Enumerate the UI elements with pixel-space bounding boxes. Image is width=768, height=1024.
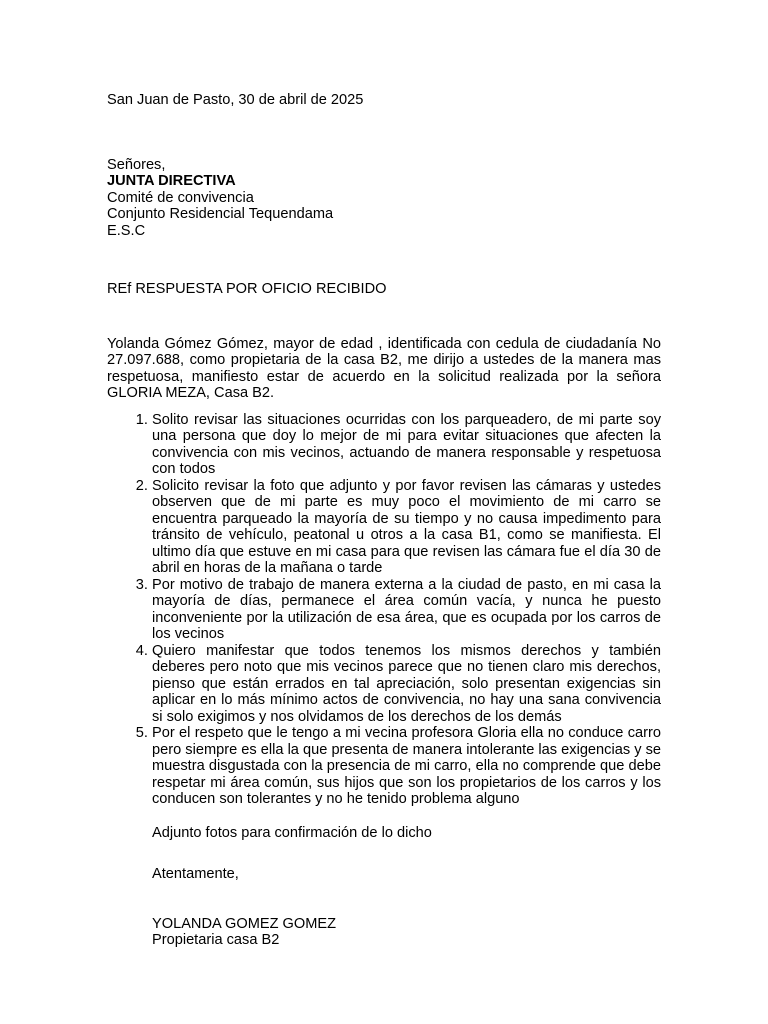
attachment-note: Adjunto fotos para confirmación de lo dicho [152,824,432,841]
reference-line: REf RESPUESTA POR OFICIO RECIBIDO [107,281,387,297]
list-item: 3. Por motivo de trabajo de manera externa a la ciudad de pasto, en mi casa la mayoría de días, permanece el área común vacía, y nunca he puesto inconveniente por la utilización de esa área, que es ocupada por los carros de los vecinos [152,577,661,643]
recipient-block [107,157,661,240]
list-item: 5. Por el respeto que le tengo a mi vecina profesora Gloria ella no conduce carro pero siempre es ella la que presenta de manera intolerante las exigencias y se muestra disgustada con la presencia de mi carro, ella no comprende que debe respetar mi área común, sus hijos que son los propietarios de los carros y los conducen son tolerantes y no he tenido problema alguno [152,725,661,808]
recipient-committee: Comité de convivencia [107,189,254,206]
recipient-city: E.S.C [107,222,146,239]
signer-title: Propietaria casa B2 [152,932,280,948]
intro-paragraph: Yolanda Gómez Gómez, mayor de edad , identificada con cedula de ciudadanía No 27.097.688, como propietaria de la casa B2, me dirijo a ustedes de la manera mas respetuosa, manifiesto estar de acuerdo en la solicitud realizada por la señora GLORIA MEZA, Casa B2. [107,335,661,401]
closing-salutation: Atentamente, [152,866,239,882]
recipient-complex: Conjunto Residencial Tequendama [107,206,334,222]
points-list [107,412,661,808]
list-item: 1. Solito revisar las situaciones ocurridas con los parqueadero, de mi parte soy una persona que doy lo mejor de mi para evitar situaciones que afecten la convivencia con mis vecinos, actuando de manera responsable y respetuosa con todos [152,412,661,478]
greeting: Señores, [107,156,166,173]
recipient-org: JUNTA DIRECTIVA [107,173,236,189]
date-line: San Juan de Pasto, 30 de abril de 2025 [107,92,364,108]
letter-page [107,92,661,949]
signer-name: YOLANDA GOMEZ GOMEZ [152,915,337,932]
list-item: 4. Quiero manifestar que todos tenemos los mismos derechos y también deberes pero noto que mis vecinos parece que no tienen claro mis derechos, pienso que están errados en tal apreciación, solo presentan exigencias sin aplicar en lo más mínimo actos de convivencia, no hay una sana convivencia si solo exigimos y nos olvidamos de los derechos de los demás [152,643,661,726]
list-item: 2. Solicito revisar la foto que adjunto y por favor revisen las cámaras y ustedes observen que de mi parte es muy poco el movimiento de mi carro se encuentra parqueado la mayoría de su tiempo y no causa impedimento para tránsito de vehículo, peatonal u otros a la casa B1, como se manifiesta. El ultimo día que estuve en mi casa para que revisen las cámara fue el día 30 de abril en horas de la mañana o tarde [152,478,661,577]
